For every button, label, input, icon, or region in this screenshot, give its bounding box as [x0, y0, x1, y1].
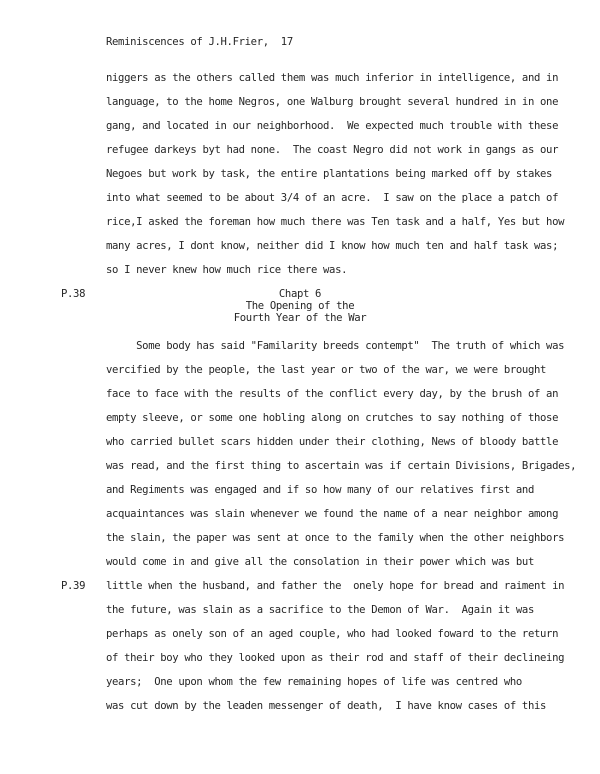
text-line: face to face with the results of the conflict every day, by the brush of an [106, 388, 559, 400]
text-line: would come in and give all the consolation in their power which was but [106, 556, 534, 568]
text-line: Negoes but work by task, the entire plantations being marked off by stakes [106, 168, 553, 180]
text-line: rice,I asked the foreman how much there was Ten task and a half, Yes but how [106, 216, 565, 228]
text-line: empty sleeve, or some one hobling along on crutches to say nothing of those [106, 412, 559, 424]
text-line: perhaps as onely son of an aged couple, who had looked foward to the return [106, 628, 559, 640]
chapter-title-line-1: The Opening of the [245, 300, 355, 312]
text-line: the slain, the paper was sent at once to the family when the other neighbors [106, 532, 565, 544]
text-line: language, to the home Negros, one Walburg brought several hundred in in one [106, 96, 559, 108]
chapter-title-line-2: Fourth Year of the War [233, 312, 367, 324]
text-line: so I never knew how much rice there was. [106, 264, 348, 276]
text-line: refugee darkeys byt had none. The coast Negro did not work in gangs as our [106, 144, 559, 156]
chapter-number: Chapt 6 [278, 288, 322, 300]
text-line: of their boy who they looked upon as their rod and staff of their declineing [106, 652, 565, 664]
text-line: acquaintances was slain whenever we found the name of a near neighbor among [106, 508, 559, 520]
text-line: into what seemed to be about 3/4 of an acre. I saw on the place a patch of [106, 192, 559, 204]
text-line: the future, was slain as a sacrifice to the Demon of War. Again it was [106, 604, 534, 616]
text-line: niggers as the others called them was much inferior in intelligence, and in [106, 72, 559, 84]
text-line: years; One upon whom the few remaining hopes of life was centred who [106, 676, 522, 688]
margin-note: P.38 [61, 288, 86, 300]
text-line: was cut down by the leaden messenger of death, I have know cases of this [106, 700, 547, 712]
text-line: many acres, I dont know, neither did I know how much ten and half task was; [106, 240, 559, 252]
text-line: Some body has said "Familarity breeds contempt" The truth of which was [106, 340, 565, 352]
page-header: Reminiscences of J.H.Frier, 17 [106, 36, 293, 48]
text-line: gang, and located in our neighborhood. We expected much trouble with these [106, 120, 559, 132]
text-line: vercified by the people, the last year or two of the war, we were brought [106, 364, 547, 376]
text-line: little when the husband, and father the onely hope for bread and raiment in [106, 580, 565, 592]
margin-note: P.39 [61, 580, 86, 592]
text-line: and Regiments was engaged and if so how many of our relatives first and [106, 484, 534, 496]
text-line: was read, and the first thing to ascertain was if certain Divisions, Brigades, [106, 460, 577, 472]
text-line: who carried bullet scars hidden under their clothing, News of bloody battle [106, 436, 559, 448]
